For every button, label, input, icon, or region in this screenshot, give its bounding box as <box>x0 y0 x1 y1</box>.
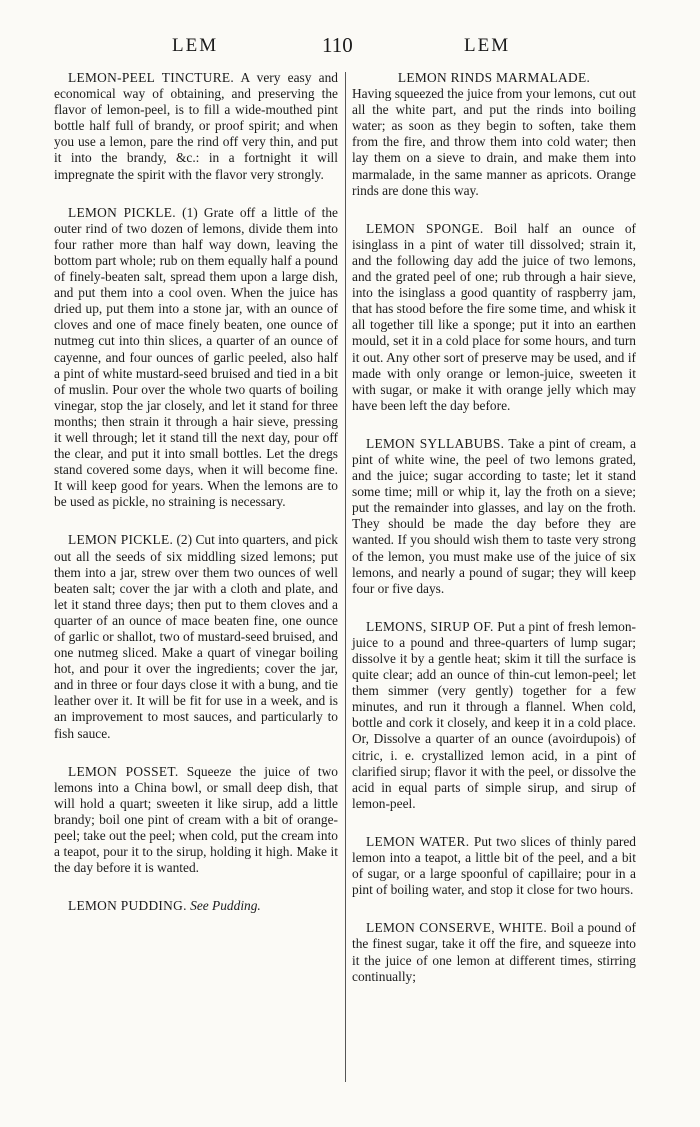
header-left-guideword: LEM <box>172 35 219 56</box>
column-divider <box>345 72 346 1082</box>
entry-text: Take a pint of cream, a pint of white wine, the peel of two lemons grated, and the juice; sugar according to taste; let it stand some time; mill or whip it, lay the froth on a sieve; put the remainder into glasses, and lay on the froth. They should be made the day before they are wanted. If you should wish them to taste very strong of the lemon, you must make use of the juice of six lemons, and nearly a pound of sugar; they will keep four or five days. <box>352 435 637 596</box>
entry-headword: LEMON POSSET. <box>68 763 179 779</box>
entry-headword: LEMON SYLLABUBS. <box>366 435 505 451</box>
entry-text: Having squeezed the juice from your lemons, cut out all the white part, and put the rinds into boiling water; as soon as they begin to soften, take them from the fire, and throw them into cold water; then lay them on a sieve to drain, and make them into marmalade, in the same manner as apricots. Orange rinds are done this way. <box>352 86 636 198</box>
entry-headword: LEMON PUDDING. <box>68 898 187 914</box>
entry-lemon-water <box>352 834 636 898</box>
entry-lemon-peel-tincture <box>54 70 338 183</box>
header-right-guideword: LEM <box>464 35 511 56</box>
entry-text: Squeeze the juice of two lemons into a China bowl, or small deep dish, that will hold a quart; sweeten it like sirup, add a little brandy; boil one pint of cream with a bit of orange-peel; take out the peel; when cold, put the cream into a teapot, pour it to the sirup, holding it high. Make it the day before it is wanted. <box>54 763 338 876</box>
running-header <box>0 33 700 63</box>
entry-lemon-rinds-marmalade <box>352 70 636 199</box>
left-column <box>54 70 338 936</box>
entry-headword: LEMON-PEEL TINCTURE. <box>68 70 235 85</box>
entry-headword: LEMON PICKLE. <box>68 532 174 548</box>
entry-text: Boil a pound of the finest sugar, take it off the fire, and squeeze into it the juice of one lemon at different times, stirring continually; <box>352 920 636 984</box>
entry-lemon-syllabubs <box>352 436 636 597</box>
entry-lemon-pudding <box>54 898 338 914</box>
entry-lemon-sponge <box>352 221 636 414</box>
entry-headword: LEMON WATER. <box>366 833 470 849</box>
entry-lemon-conserve-white <box>352 920 636 984</box>
entry-lemon-pickle-2 <box>54 532 338 741</box>
entry-text: (2) Cut into quarters, and pick out all the seeds of six middling sized lemons; put them into a jar, strew over them two ounces of well beaten salt; cover the jar with a cloth and plate, and let it stand three days; then put to them cloves and a quarter of an ounce of mace beaten fine, one ounce of garlic or shallot, two of mustard-seed bruised, and one nutmeg sliced. Make a quart of vinegar boiling hot, and pour it over the ingredients; cover the jar, and in three or four days close it with a bung, and tie leather over it. It will be fit for use in a week, and is an improvement to most sauces, and particularly to fish sauce. <box>54 532 338 741</box>
entry-headword: LEMON RINDS MARMALADE. <box>397 70 591 85</box>
entry-text: Put a pint of fresh lemon-juice to a pound and three-quarters of lump sugar; dissolve it by a gentle heat; skim it till the surface is quite clear; add an ounce of thin-cut lemon-peel; let them simmer (very gently) together for a few minutes, and run it through a flannel. When cold, bottle and cork it closely, and keep it in a cold place. Or, Dissolve a quarter of an ounce (avoirdupois) of citric, i. e. crystallized lemon acid, in a pint of clarified sirup; flavor it with the peel, or dissolve the acid in equal parts of simple sirup, and sirup of lemon-peel. <box>352 618 636 811</box>
entry-text: Boil half an ounce of isinglass in a pint of water till dissolved; strain it, and the following day add the juice of two lemons, and the grated peel of one; rub through a hair sieve, into the isinglass a good quantity of raspberry jam, that has stood before the fire some time, and whisk it all together till like a sponge; put it into an earthen mould, set it in a cold place for some hours, and turn it out. Any other sort of preserve may be used, and if made with only orange or lemon-juice, sweeten it with sugar, or make it with orange jelly which may have been left the day before. <box>352 220 637 413</box>
entry-lemon-pickle-1 <box>54 205 338 511</box>
right-column <box>352 70 636 985</box>
entry-headword: LEMON CONSERVE, WHITE. <box>366 920 548 936</box>
entry-text: Put two slices of thinly pared lemon into a teapot, a little bit of the peel, and a bit of sugar, or a large spoonful of capillaire; pour in a pint of boiling water, and stop it close for two hours. <box>352 833 636 898</box>
entry-lemons-sirup-of <box>352 619 636 812</box>
entry-text: (1) Grate off a little of the outer rind of two dozen of lemons, divide them into four rather more than half way down, leaving the bottom part whole; rub on them equally half a pound of finely-beaten salt, spread them upon a large dish, and put them into a cool oven. When the juice has dried up, put them into a stone jar, with an ounce of cloves and one of mace finely beaten, one ounce of nutmeg cut into thin slices, a quarter of an ounce of cayenne, and four ounces of garlic peeled, also half a pint of white mustard-seed bruised and tied in a bit of muslin. Pour over the whole two quarts of boiling vinegar, stop the jar closely, and let it stand for three months; then strain it through a hair sieve, pressing it well through; let it stand till the next day, pour off the clear, and put it into small bottles. Let the dregs stand covered some days, when it will become fine. It will keep good for years. When the lemons are to be used as pickle, no straining is necessary. <box>54 204 338 510</box>
entry-headword: LEMONS, SIRUP OF. <box>366 618 494 634</box>
page-number: 110 <box>322 33 353 57</box>
entry-text: A very easy and economical way of obtaining, and preserving the flavor of lemon-peel, is to fill a wide-mouthed pint bottle half full of brandy, or proof spirit; and when you use a lemon, pare the rind off very thin, and put it into the brandy, &c.: in a fortnight it will impregnate the spirit with the flavor very strongly. <box>54 70 338 182</box>
cross-reference: See Pudding. <box>190 898 261 914</box>
entry-headword: LEMON SPONGE. <box>366 220 484 236</box>
entry-lemon-posset <box>54 764 338 877</box>
entry-headword: LEMON PICKLE. <box>68 204 176 220</box>
